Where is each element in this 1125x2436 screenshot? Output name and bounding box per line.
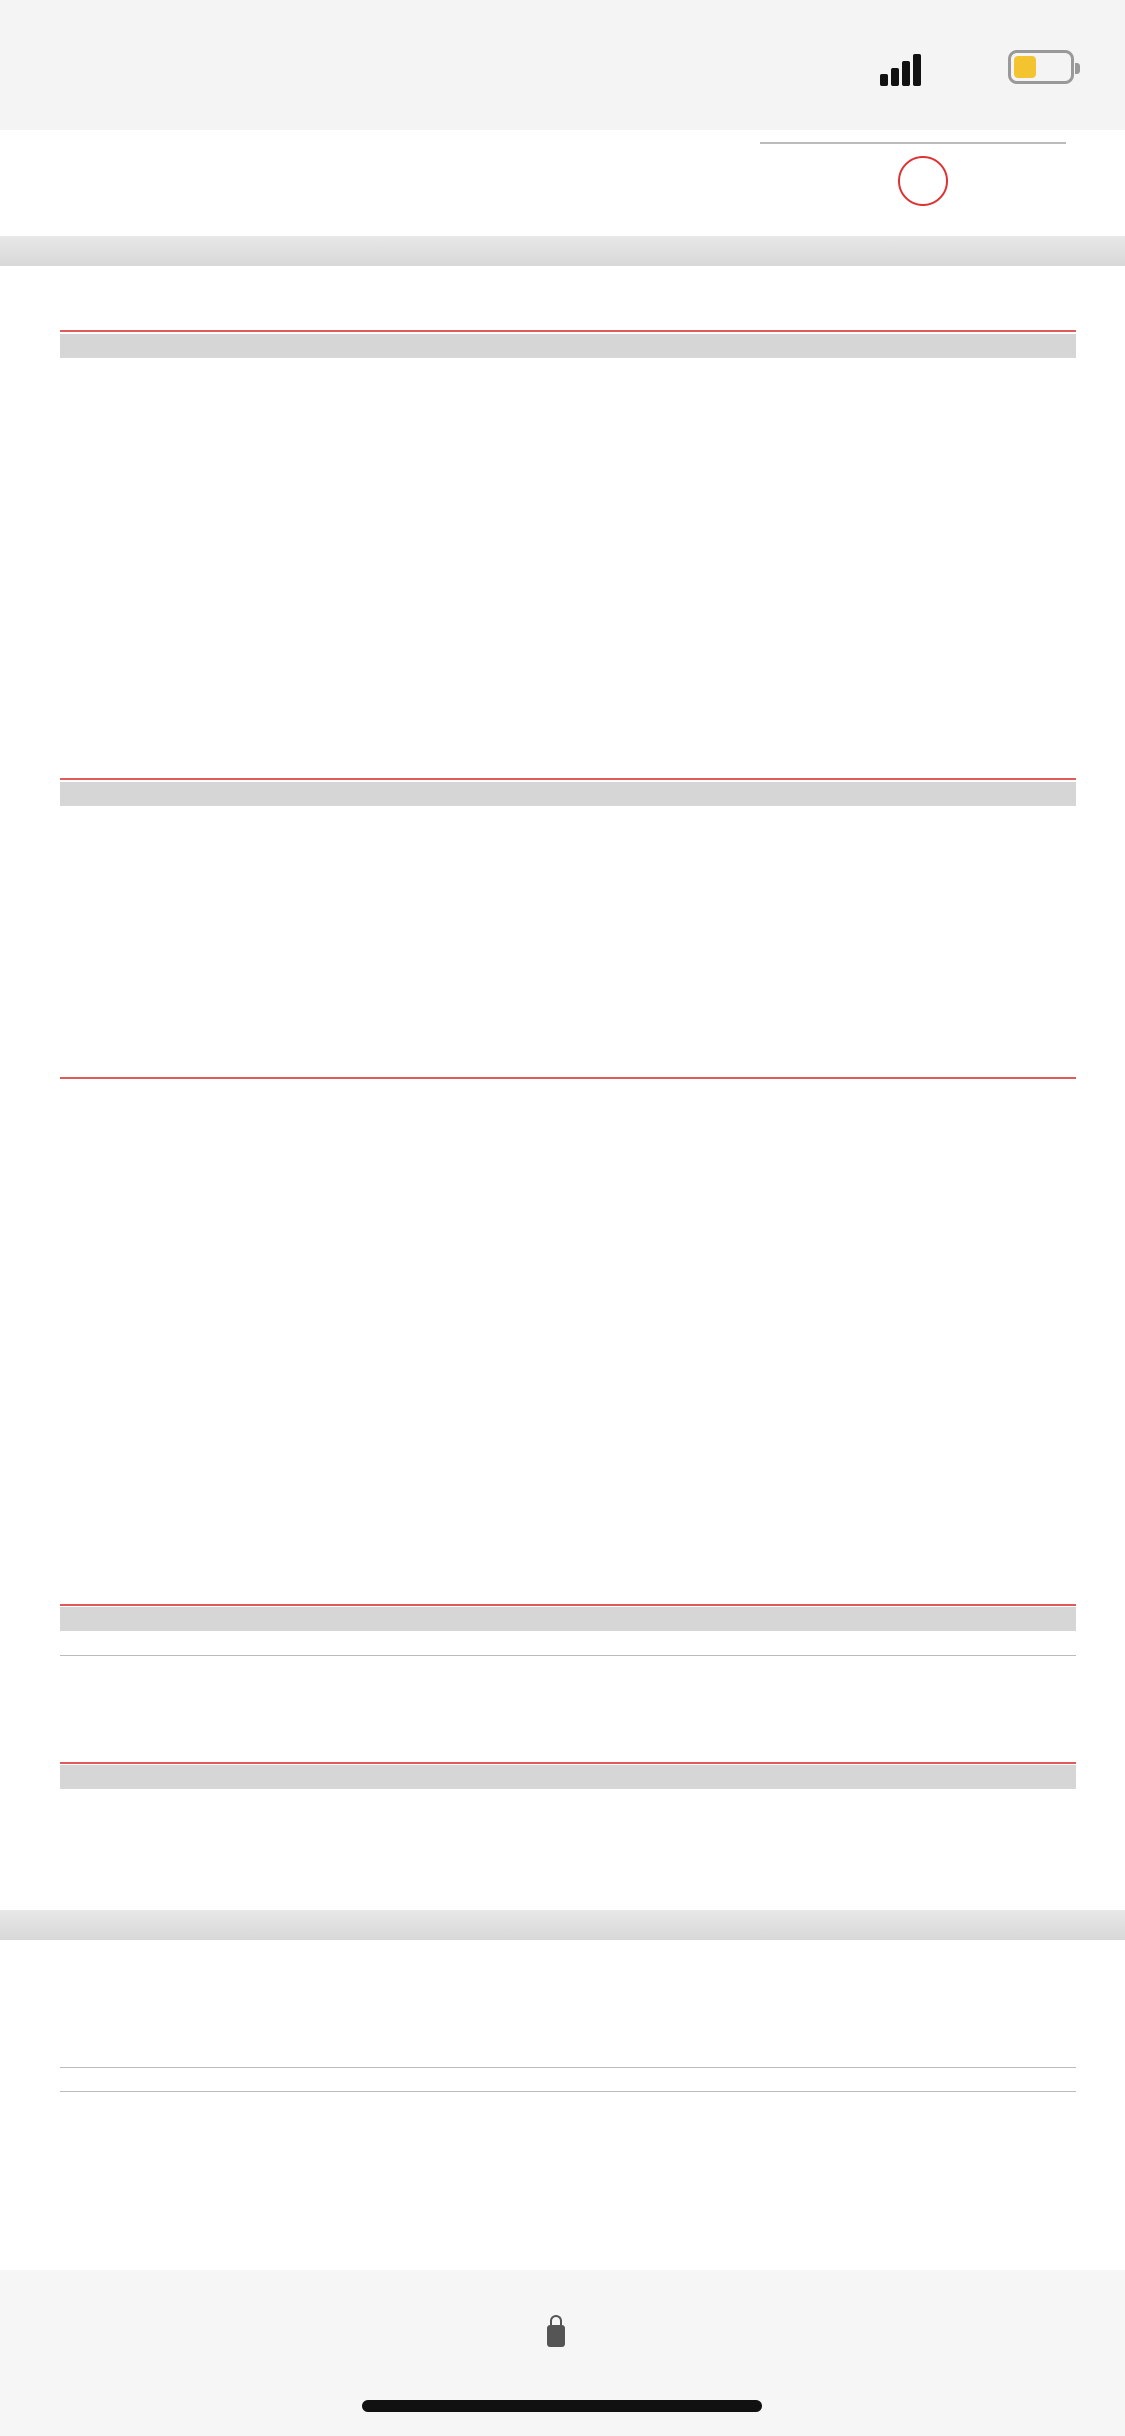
address-bar[interactable] [0,2314,1125,2354]
signal-icon [880,52,930,86]
discount-table-header [60,782,1076,806]
bill-header [0,130,1125,238]
home-indicator[interactable] [362,2400,762,2412]
termination-table-header [60,1765,1076,1789]
lock-icon [547,2325,565,2347]
billing-history-chart [60,1090,1076,1430]
subtotal-row [60,2044,1076,2068]
contract-table-header [60,1607,1076,1631]
status-bar [0,0,1125,130]
table-row [60,1632,1076,1656]
page-divider [0,236,1125,266]
page-divider [0,1910,1125,1940]
battery-icon [1008,50,1074,84]
browser-bottom-bar [0,2270,1125,2436]
seal-stamp-icon [898,156,948,206]
bill-page[interactable] [0,130,1125,2270]
usage-table-header [60,334,1076,358]
total-row [60,2068,1076,2092]
